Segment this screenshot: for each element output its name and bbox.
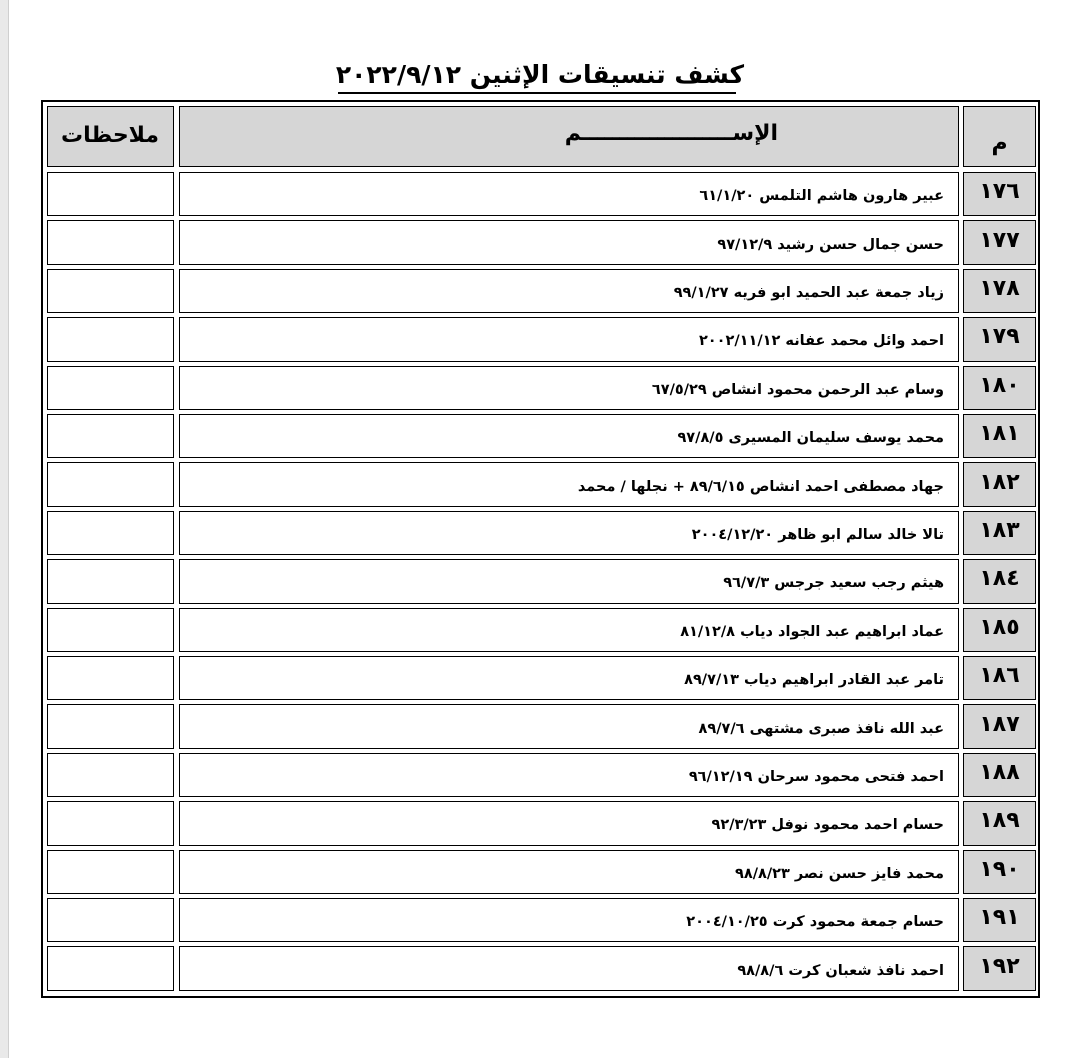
- name-cell: [179, 462, 959, 506]
- person-name-text: تامر عبد القادر ابراهيم دياب ٨٩/٧/١٣: [684, 672, 944, 689]
- name-cell: [179, 317, 959, 361]
- row-number-text: ١٩٢: [979, 953, 1020, 979]
- name-cell: [179, 656, 959, 700]
- row-number-cell: [963, 220, 1036, 264]
- person-name-text: محمد يوسف سليمان المسيرى ٩٧/٨/٥: [677, 430, 944, 447]
- header-notes-label: ملاحظات: [61, 123, 159, 148]
- notes-cell: [47, 269, 174, 313]
- person-name-text: عبد الله نافذ صبرى مشتهى ٨٩/٧/٦: [698, 720, 944, 737]
- row-number-cell: [963, 946, 1036, 990]
- person-name-text: زياد جمعة عبد الحميد ابو فريه ٩٩/١/٢٧: [673, 284, 944, 301]
- name-cell: [179, 220, 959, 264]
- row-number-text: ١٨٩: [979, 808, 1020, 834]
- notes-cell: [47, 946, 174, 990]
- row-number-text: ١٧٦: [979, 179, 1020, 205]
- notes-cell: [47, 559, 174, 603]
- person-name-text: عبير هارون هاشم التلمس ٦١/١/٢٠: [699, 188, 944, 205]
- row-number-text: ١٨٥: [979, 614, 1020, 640]
- row-number-text: ١٩٠: [979, 856, 1020, 882]
- row-number-text: ١٨٧: [979, 711, 1020, 737]
- name-cell: [179, 172, 959, 216]
- person-name-text: حسن جمال حسن رشيد ٩٧/١٢/٩: [717, 236, 944, 253]
- row-number-text: ١٩١: [979, 905, 1020, 931]
- row-number-text: ١٨١: [979, 421, 1020, 447]
- row-number-text: ١٨٦: [979, 663, 1020, 689]
- row-number-cell: [963, 462, 1036, 506]
- notes-cell: [47, 656, 174, 700]
- row-number-cell: [963, 317, 1036, 361]
- list-table: [41, 100, 1040, 998]
- notes-cell: [47, 317, 174, 361]
- person-name-text: وسام عبد الرحمن محمود انشاص ٦٧/٥/٢٩: [651, 381, 944, 398]
- notes-cell: [47, 511, 174, 555]
- name-cell: [179, 511, 959, 555]
- person-name-text: حسام احمد محمود نوفل ٩٢/٣/٢٣: [711, 817, 944, 834]
- row-number-cell: [963, 559, 1036, 603]
- row-number-cell: [963, 414, 1036, 458]
- header-name-label: الإســــــــــــــــــــم: [564, 121, 778, 146]
- row-number-cell: [963, 704, 1036, 748]
- person-name-text: هيثم رجب سعيد جرجس ٩٦/٧/٣: [723, 575, 944, 592]
- notes-cell: [47, 462, 174, 506]
- row-number-text: ١٧٧: [979, 227, 1020, 253]
- document-title: كشف تنسيقات الإثنين ٢٠٢٢/٩/١٢: [335, 60, 745, 89]
- notes-cell: [47, 366, 174, 410]
- row-number-text: ١٨٣: [979, 517, 1020, 543]
- person-name-text: حسام جمعة محمود كرت ٢٠٠٤/١٠/٢٥: [686, 914, 944, 931]
- person-name-text: احمد نافذ شعبان كرت ٩٨/٨/٦: [737, 962, 944, 979]
- name-cell: [179, 801, 959, 845]
- name-cell: [179, 366, 959, 410]
- name-cell: [179, 946, 959, 990]
- notes-cell: [47, 414, 174, 458]
- header-cell-number: [963, 106, 1036, 167]
- row-number-text: ١٨٢: [979, 469, 1020, 495]
- row-number-text: ١٧٩: [979, 324, 1020, 350]
- notes-cell: [47, 801, 174, 845]
- row-number-cell: [963, 172, 1036, 216]
- row-number-cell: [963, 898, 1036, 942]
- notes-cell: [47, 753, 174, 797]
- name-cell: [179, 850, 959, 894]
- row-number-cell: [963, 366, 1036, 410]
- notes-cell: [47, 172, 174, 216]
- header-cell-notes: [47, 106, 174, 167]
- person-name-text: احمد فتحى محمود سرحان ٩٦/١٢/١٩: [688, 768, 944, 785]
- row-number-text: ١٧٨: [979, 275, 1020, 301]
- row-number-cell: [963, 269, 1036, 313]
- name-cell: [179, 559, 959, 603]
- notes-cell: [47, 704, 174, 748]
- name-cell: [179, 704, 959, 748]
- person-name-text: جهاد مصطفى احمد انشاص ٨٩/٦/١٥ + نجلها / محمد: [577, 478, 944, 495]
- row-number-cell: [963, 753, 1036, 797]
- header-cell-name: [179, 106, 959, 167]
- row-number-text: ١٨٨: [979, 759, 1020, 785]
- notes-cell: [47, 850, 174, 894]
- row-number-cell: [963, 656, 1036, 700]
- person-name-text: محمد فايز حسن نصر ٩٨/٨/٢٣: [735, 865, 944, 882]
- title-underline: [338, 92, 736, 94]
- person-name-text: عماد ابراهيم عبد الجواد دياب ٨١/١٢/٨: [680, 623, 944, 640]
- row-number-cell: [963, 850, 1036, 894]
- notes-cell: [47, 608, 174, 652]
- name-cell: [179, 608, 959, 652]
- name-cell: [179, 269, 959, 313]
- name-cell: [179, 898, 959, 942]
- header-number-label: م: [991, 131, 1008, 156]
- person-name-text: تالا خالد سالم ابو ظاهر ٢٠٠٤/١٢/٢٠: [691, 526, 944, 543]
- row-number-text: ١٨٠: [979, 372, 1020, 398]
- person-name-text: احمد وائل محمد عفانه ٢٠٠٢/١١/١٢: [698, 333, 944, 350]
- notes-cell: [47, 898, 174, 942]
- row-number-text: ١٨٤: [979, 566, 1020, 592]
- name-cell: [179, 753, 959, 797]
- row-number-cell: [963, 801, 1036, 845]
- notes-cell: [47, 220, 174, 264]
- row-number-cell: [963, 608, 1036, 652]
- row-number-cell: [963, 511, 1036, 555]
- name-cell: [179, 414, 959, 458]
